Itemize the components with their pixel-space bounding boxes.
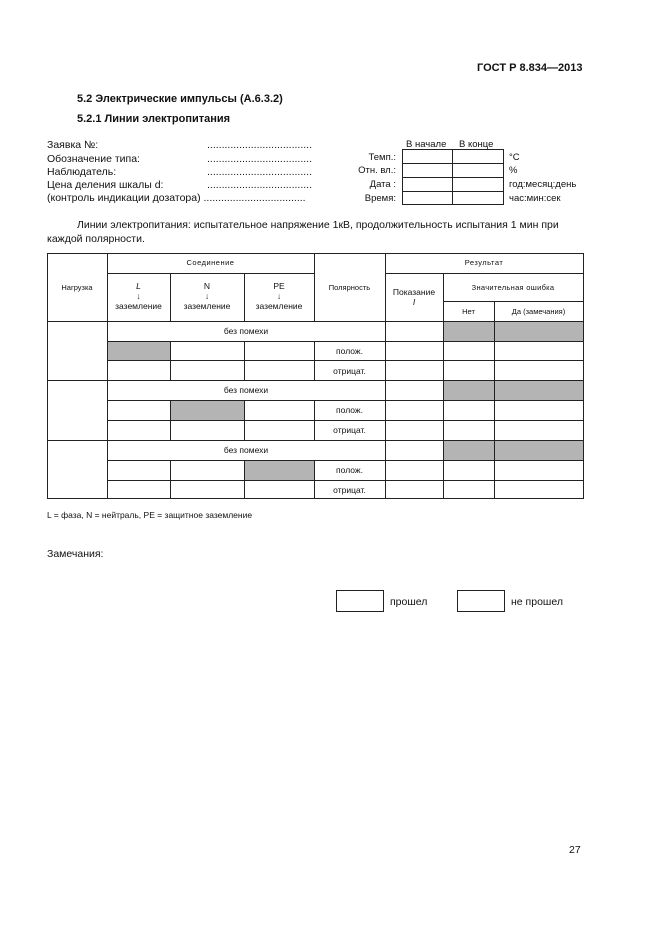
field-label-scale-division: Цена деления шкалы d: — [47, 179, 164, 191]
row-neg-2: отрицат. — [333, 425, 366, 435]
failed-checkbox[interactable] — [457, 590, 505, 612]
paragraph-line-1: Линии электропитания: испытательное напряжение 1кВ, продолжительность испытания 1 мин при — [77, 219, 559, 231]
table-line — [170, 341, 171, 380]
table-line — [443, 301, 583, 302]
row-pos-2: полож. — [336, 405, 363, 415]
field-label-application: Заявка №: — [47, 139, 99, 151]
condition-unit-humidity: % — [509, 165, 518, 176]
field-label-observer: Наблюдатель: — [47, 166, 117, 178]
header-no: Нет — [462, 307, 475, 316]
condition-unit-time: час:мин:сек — [509, 193, 561, 204]
table-line — [170, 400, 171, 440]
condition-label-date: Дата : — [369, 179, 396, 190]
field-label-dispenser-control: (контроль индикации дозатора) ................................... — [47, 192, 306, 204]
table-line — [107, 341, 583, 342]
header-reading: Показание I — [392, 287, 436, 307]
section-title: 5.2 Электрические импульсы (А.6.3.2) — [77, 93, 283, 105]
legend: L = фаза, N = нейтраль, PE = защитное заземление — [47, 510, 253, 520]
field-dots-type[interactable]: .................................... — [207, 153, 313, 165]
row-pos-1: полож. — [336, 346, 363, 356]
field-label-type: Обозначение типа: — [47, 153, 140, 165]
header-pe: PE ↓ заземление — [255, 281, 303, 311]
table-line — [47, 321, 583, 322]
table-line — [107, 420, 583, 421]
field-dots-scale-division[interactable]: .................................... — [207, 179, 313, 191]
table-line — [107, 480, 583, 481]
passed-label: прошел — [390, 596, 428, 608]
table-line — [244, 400, 245, 440]
page-number: 27 — [569, 844, 581, 856]
condition-unit-date: год:месяц:день — [509, 179, 577, 190]
paragraph-line-2: каждой полярности. — [47, 233, 145, 245]
row-no-interference-1: без помехи — [223, 326, 269, 336]
row-no-interference-2: без помехи — [223, 385, 269, 395]
failed-label: не прошел — [511, 596, 563, 608]
conditions-grid-line — [402, 163, 504, 164]
passed-checkbox[interactable] — [336, 590, 384, 612]
header-n: N ↓ заземление — [183, 281, 231, 311]
conditions-col-end: В конце — [459, 139, 494, 150]
condition-label-humidity: Отн. вл.: — [358, 165, 396, 176]
condition-label-time: Время: — [364, 193, 396, 204]
condition-label-temp: Темп.: — [368, 152, 396, 163]
table-line — [244, 460, 245, 499]
table-line — [47, 380, 583, 381]
table-line — [494, 301, 495, 499]
header-l: L ↓ заземление — [115, 281, 162, 311]
table-line — [244, 341, 245, 380]
row-neg-1: отрицат. — [333, 366, 366, 376]
table-line — [107, 400, 583, 401]
header-result: Результат — [464, 258, 504, 267]
remarks-label: Замечания: — [47, 548, 104, 560]
conditions-grid-line — [402, 191, 504, 192]
row-no-interference-3: без помехи — [223, 445, 269, 455]
header-yes: Да (замечания) — [511, 307, 566, 316]
header-significant-error: Значительная ошибка — [471, 283, 555, 292]
section-subtitle: 5.2.1 Линии электропитания — [77, 113, 231, 125]
row-neg-3: отрицат. — [333, 485, 366, 495]
standard-number: ГОСТ Р 8.834—2013 — [477, 62, 583, 74]
conditions-grid-line — [402, 177, 504, 178]
header-polarity: Полярность — [328, 283, 371, 292]
header-load: Нагрузка — [61, 283, 93, 292]
table-line — [47, 440, 583, 441]
table-line — [385, 273, 583, 274]
condition-unit-temp: °С — [509, 152, 520, 163]
table-line — [170, 460, 171, 499]
field-dots-observer[interactable]: .................................... — [207, 166, 313, 178]
row-pos-3: полож. — [336, 465, 363, 475]
table-line — [107, 360, 583, 361]
table-line — [107, 460, 583, 461]
header-connection: Соединение — [186, 258, 235, 267]
table-line — [107, 273, 314, 274]
conditions-col-start: В начале — [406, 139, 447, 150]
field-dots-application[interactable]: .................................... — [207, 139, 313, 151]
